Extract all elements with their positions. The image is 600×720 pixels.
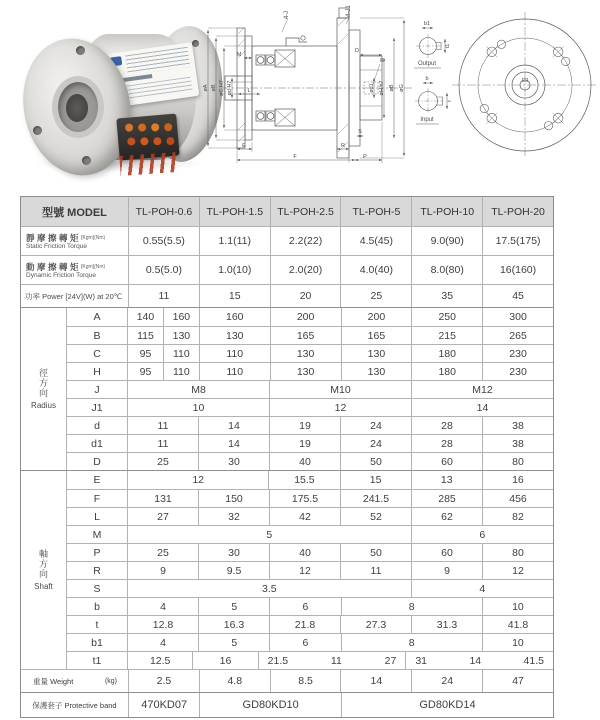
shaft-group-label bbox=[21, 471, 67, 669]
dim-value-part: 21.5 bbox=[267, 654, 289, 667]
dim-symbol: b1 bbox=[67, 634, 128, 651]
dim-value: 40 bbox=[269, 544, 340, 561]
dim-value: 95 bbox=[139, 365, 152, 378]
dim-row-J bbox=[67, 380, 553, 398]
dim-row-F bbox=[67, 489, 553, 507]
dim-row-R bbox=[67, 561, 553, 579]
weight-value: 47 bbox=[482, 670, 553, 692]
dim-values bbox=[128, 544, 553, 561]
bolt-hole bbox=[192, 40, 199, 47]
dim-symbol: J1 bbox=[67, 399, 128, 416]
dim-value: 160 bbox=[163, 308, 199, 326]
dim-value-part: 11 bbox=[330, 654, 342, 667]
dim-value: 8 bbox=[341, 634, 482, 651]
dim-value: 230 bbox=[482, 345, 553, 362]
dim-value: 285 bbox=[411, 490, 482, 507]
dim-value: 12 bbox=[269, 562, 340, 579]
dim-symbol: H bbox=[67, 363, 128, 380]
end-view bbox=[452, 12, 598, 158]
dim-value: 11 bbox=[157, 419, 169, 432]
dim-value: 13 bbox=[411, 471, 482, 489]
dim-value: 16 bbox=[192, 652, 257, 669]
dim-label-p: P bbox=[363, 154, 367, 160]
dim-values bbox=[128, 580, 553, 597]
dynamic-torque-label bbox=[21, 256, 129, 284]
torque-value: 0.5(5.0) bbox=[145, 264, 182, 276]
dim-value: 38 bbox=[482, 417, 553, 434]
dim-symbol: b bbox=[67, 598, 128, 615]
static-torque-row bbox=[21, 226, 553, 255]
label-unit: [Kgm](Nm) bbox=[81, 263, 106, 270]
dim-value: 10 bbox=[482, 598, 553, 615]
dim-value: 241.5 bbox=[340, 490, 411, 507]
dim-symbol: d1 bbox=[67, 435, 128, 452]
label-en: Static Friction Torque bbox=[26, 242, 87, 250]
power-value: 20 bbox=[270, 285, 341, 307]
weight-value: 4.8 bbox=[199, 670, 270, 692]
weight-value: 14 bbox=[340, 670, 411, 692]
dim-value: 16.3 bbox=[198, 616, 269, 633]
dim-label-k: K bbox=[380, 58, 384, 64]
dim-value: 41.8 bbox=[482, 616, 553, 633]
dim-value: 30 bbox=[198, 544, 269, 561]
group-zh-char: 方 bbox=[38, 378, 48, 388]
dim-values bbox=[128, 562, 553, 579]
dim-symbol: L bbox=[67, 508, 128, 525]
dim-value: 165 bbox=[270, 327, 341, 344]
output-detail-title: Output bbox=[417, 61, 437, 67]
power-value: 11 bbox=[158, 290, 170, 302]
dim-values bbox=[128, 652, 553, 669]
label-unit: [Kgm](Nm) bbox=[81, 234, 106, 241]
dim-value: 12 bbox=[482, 562, 553, 579]
dim-value: 6 bbox=[269, 598, 340, 615]
dim-value: 40 bbox=[269, 453, 340, 470]
dim-value: 42 bbox=[269, 508, 340, 525]
terminal-screws bbox=[125, 123, 134, 132]
shaft-dimension-rows bbox=[67, 471, 553, 669]
dim-symbol: B bbox=[67, 327, 128, 344]
input-detail-title: Input bbox=[420, 117, 434, 123]
static-torque-values bbox=[129, 227, 553, 255]
dim-value: 50 bbox=[340, 453, 411, 470]
dim-value: 25 bbox=[157, 546, 169, 559]
model-name: TL-POH-1.5 bbox=[199, 197, 270, 226]
dim-value: 4 bbox=[411, 580, 553, 597]
dim-value: 150 bbox=[198, 490, 269, 507]
label-unit: (kg) bbox=[104, 677, 117, 685]
dim-value: 5 bbox=[198, 598, 269, 615]
dim-value: 15 bbox=[340, 471, 411, 489]
dim-value: 31.3 bbox=[411, 616, 482, 633]
technical-drawings bbox=[200, 0, 600, 192]
dim-value: 115 bbox=[137, 329, 154, 342]
model-name: TL-POH-20 bbox=[482, 197, 553, 226]
dia-label: ød1 bbox=[369, 83, 375, 93]
power-values bbox=[129, 285, 553, 307]
dim-value: 38 bbox=[482, 435, 553, 452]
dia-label: øB bbox=[211, 84, 217, 92]
dim-values bbox=[128, 471, 553, 489]
dim-row-B bbox=[67, 326, 553, 344]
dim-value: 12 bbox=[269, 399, 411, 416]
dim-value: 130 bbox=[199, 327, 270, 344]
dim-value: 10 bbox=[482, 634, 553, 651]
dim-row-H bbox=[67, 362, 553, 380]
dim-value: 80 bbox=[482, 544, 553, 561]
label-zh: 重量 Weight bbox=[33, 676, 74, 686]
dim-value: 14 bbox=[411, 399, 553, 416]
protective-band-values bbox=[129, 693, 553, 717]
dim-value: 180 bbox=[411, 363, 482, 380]
dim-value: 28 bbox=[411, 417, 482, 434]
protective-band-row bbox=[21, 692, 553, 717]
group-zh-char: 軸 bbox=[38, 549, 48, 559]
dim-value: 130 bbox=[341, 345, 412, 362]
dim-value: 456 bbox=[482, 490, 553, 507]
dim-row-M bbox=[67, 525, 553, 543]
dim-value: 50 bbox=[340, 544, 411, 561]
lead-wires bbox=[119, 152, 176, 176]
dim-value: 52 bbox=[340, 508, 411, 525]
dim-value: 12.5 bbox=[149, 654, 171, 667]
dim-value: 30 bbox=[198, 453, 269, 470]
dim-values bbox=[128, 616, 553, 633]
keyway-width-label: b1 bbox=[423, 21, 431, 27]
dia-label: ød H7 bbox=[227, 80, 233, 96]
dim-symbol: t1 bbox=[67, 652, 128, 669]
dia-label: øH h7 bbox=[379, 80, 385, 96]
dim-label-l: L bbox=[247, 88, 251, 94]
dim-value: 24 bbox=[340, 435, 411, 452]
dim-value: 16 bbox=[482, 471, 553, 489]
group-zh-char: 向 bbox=[38, 388, 48, 398]
dim-value: 200 bbox=[341, 308, 412, 326]
dim-value: 175.5 bbox=[269, 490, 340, 507]
dim-values bbox=[128, 399, 553, 416]
torque-value: 4.0(40) bbox=[340, 256, 411, 284]
dim-value: 19 bbox=[269, 435, 340, 452]
radius-group bbox=[21, 307, 553, 470]
dim-value: 27.3 bbox=[340, 616, 411, 633]
power-value: 45 bbox=[482, 285, 553, 307]
dim-value: 12 bbox=[192, 474, 204, 486]
shaft-group bbox=[21, 470, 553, 669]
dia-label: øA bbox=[203, 84, 209, 92]
model-name: TL-POH-5 bbox=[340, 197, 411, 226]
dim-value: 265 bbox=[482, 327, 553, 344]
torque-value: 4.5(45) bbox=[340, 227, 411, 255]
dim-value: 110 bbox=[163, 345, 199, 362]
dim-value: 9.5 bbox=[198, 562, 269, 579]
dim-value: 11 bbox=[340, 562, 411, 579]
dim-value: 4 bbox=[160, 600, 166, 613]
group-zh-char: 徑 bbox=[38, 368, 48, 378]
model-name: TL-POH-10 bbox=[411, 197, 482, 226]
group-en-label: Shaft bbox=[34, 582, 53, 591]
dim-value: 4 bbox=[160, 636, 166, 649]
dim-value: M10 bbox=[269, 381, 411, 398]
power-label: 功率 Power [24V](W) at 20℃ bbox=[21, 285, 129, 307]
model-name: TL-POH-2.5 bbox=[270, 197, 341, 226]
weight-value: 8.5 bbox=[270, 670, 341, 692]
dim-values bbox=[128, 345, 553, 362]
dynamic-torque-row bbox=[21, 255, 553, 284]
dim-values bbox=[128, 490, 553, 507]
radius-dimension-rows bbox=[67, 308, 553, 470]
dim-symbol: S bbox=[67, 580, 128, 597]
dim-label-s: S bbox=[358, 129, 362, 135]
dim-row-b bbox=[67, 597, 553, 615]
dim-values bbox=[128, 508, 553, 525]
torque-value: 2.2(22) bbox=[270, 227, 341, 255]
dim-value: 250 bbox=[411, 308, 482, 326]
dim-symbol: t bbox=[67, 616, 128, 633]
dim-value: 12.8 bbox=[152, 618, 174, 631]
protective-value: GD80KD14 bbox=[341, 693, 553, 717]
dim-value: 5 bbox=[266, 528, 273, 541]
dim-value: 6 bbox=[411, 526, 553, 543]
group-zh-char: 向 bbox=[38, 569, 48, 579]
power-value: 35 bbox=[411, 285, 482, 307]
dim-value: 60 bbox=[411, 453, 482, 470]
model-name-cells bbox=[129, 197, 553, 226]
dim-value: 8 bbox=[341, 598, 482, 615]
weight-value: 24 bbox=[411, 670, 482, 692]
dim-row-t bbox=[67, 615, 553, 633]
dim-value: 300 bbox=[482, 308, 553, 326]
torque-value: 8.0(80) bbox=[411, 256, 482, 284]
dia-label: øB bbox=[389, 84, 395, 92]
dim-symbol: F bbox=[67, 490, 128, 507]
label-en: Dynamic Friction Torque bbox=[26, 271, 96, 279]
dim-value: 19 bbox=[269, 417, 340, 434]
keyway-depth-label: t bbox=[447, 100, 453, 102]
dim-value: 25 bbox=[157, 455, 169, 468]
bolt-hole bbox=[76, 46, 85, 55]
dim-value: 215 bbox=[411, 327, 482, 344]
dim-value: 3.5 bbox=[262, 582, 277, 595]
dim-value: 9 bbox=[160, 564, 166, 577]
dim-row-d1 bbox=[67, 434, 553, 452]
dim-value-part: 27 bbox=[384, 654, 397, 667]
power-value: 15 bbox=[199, 285, 270, 307]
dim-symbol: d bbox=[67, 417, 128, 434]
dim-row-t1 bbox=[67, 651, 553, 669]
dim-row-A bbox=[67, 308, 553, 326]
bolt-hole bbox=[82, 156, 91, 165]
dim-value: M12 bbox=[411, 381, 553, 398]
section-view bbox=[222, 8, 414, 158]
dim-value: 11 bbox=[157, 437, 169, 450]
group-en-label: Radius bbox=[31, 401, 56, 410]
dim-value: 15.5 bbox=[268, 471, 339, 489]
protective-value: 470KD07 bbox=[141, 699, 188, 711]
dim-value bbox=[258, 652, 406, 669]
dim-values bbox=[128, 381, 553, 398]
protective-value: GD80KD10 bbox=[199, 693, 341, 717]
dim-values bbox=[128, 598, 553, 615]
dim-value-part: 31 bbox=[415, 654, 428, 667]
group-zh-char: 方 bbox=[38, 559, 48, 569]
power-value: 25 bbox=[340, 285, 411, 307]
dim-values bbox=[128, 453, 553, 470]
table-header-row bbox=[21, 197, 553, 226]
dim-values bbox=[128, 363, 553, 380]
dim-value-part: 41.5 bbox=[523, 654, 544, 667]
dim-value: 14 bbox=[198, 435, 269, 452]
dim-value: M8 bbox=[191, 383, 206, 396]
dim-row-b1 bbox=[67, 633, 553, 651]
dim-symbol: E bbox=[67, 471, 128, 489]
dim-label-r: R bbox=[341, 143, 345, 149]
label-zh: 動摩擦轉矩 bbox=[26, 261, 82, 272]
dim-row-P bbox=[67, 543, 553, 561]
torque-value: 9.0(90) bbox=[411, 227, 482, 255]
dim-value: 130 bbox=[163, 327, 199, 344]
torque-value: 2.0(20) bbox=[270, 256, 341, 284]
dynamic-torque-values bbox=[129, 256, 553, 284]
dim-value: 230 bbox=[482, 363, 553, 380]
dim-symbol: M bbox=[67, 526, 128, 543]
dim-values bbox=[128, 327, 553, 344]
dim-row-L bbox=[67, 507, 553, 525]
product-photo bbox=[20, 14, 215, 176]
model-header-cell: 型號 MODEL bbox=[21, 197, 129, 226]
dim-value: 80 bbox=[482, 453, 553, 470]
dim-value: 130 bbox=[270, 363, 341, 380]
weight-value: 2.5 bbox=[156, 675, 172, 687]
dim-value: 62 bbox=[411, 508, 482, 525]
dim-symbol: P bbox=[67, 544, 128, 561]
dim-value: 140 bbox=[136, 311, 155, 323]
dim-value-part: 14 bbox=[469, 654, 482, 667]
weight-values bbox=[129, 670, 553, 692]
dim-value: 200 bbox=[270, 308, 341, 326]
protective-band-label: 保護套子 Protective band bbox=[21, 693, 129, 717]
dim-value: 110 bbox=[199, 363, 270, 380]
torque-value: 1.1(11) bbox=[199, 227, 270, 255]
dia-label: øC H7 bbox=[219, 80, 225, 96]
shaft-bore bbox=[66, 94, 88, 122]
dim-row-C bbox=[67, 344, 553, 362]
dim-row-S bbox=[67, 579, 553, 597]
dim-symbol: J bbox=[67, 381, 128, 398]
drawing-svg bbox=[200, 0, 600, 192]
dim-values bbox=[128, 308, 553, 326]
dim-symbol: A bbox=[67, 308, 128, 326]
dim-label-d: D bbox=[355, 48, 359, 54]
label-zh: 靜摩擦轉矩 bbox=[26, 232, 82, 243]
dim-row-E bbox=[67, 471, 553, 489]
dim-symbol: D bbox=[67, 453, 128, 470]
dim-value: 24 bbox=[340, 417, 411, 434]
dim-value: 32 bbox=[198, 508, 269, 525]
dim-value: 82 bbox=[482, 508, 553, 525]
dim-value: 180 bbox=[411, 345, 482, 362]
dim-values bbox=[128, 435, 553, 452]
torque-value: 1.0(10) bbox=[199, 256, 270, 284]
torque-value: 17.5(175) bbox=[482, 227, 553, 255]
bolt-spec-label: 4-J bbox=[284, 10, 290, 20]
dim-value: 165 bbox=[341, 327, 412, 344]
spec-table bbox=[20, 196, 554, 718]
dim-values bbox=[128, 634, 553, 651]
dia-label: øG bbox=[399, 84, 405, 92]
dim-symbol: C bbox=[67, 345, 128, 362]
dim-value: 60 bbox=[411, 544, 482, 561]
dim-value: 27 bbox=[157, 510, 169, 523]
model-name: TL-POH-0.6 bbox=[135, 205, 193, 218]
dim-value: 130 bbox=[341, 363, 412, 380]
dim-row-J1 bbox=[67, 398, 553, 416]
static-torque-label bbox=[21, 227, 129, 255]
weight-label bbox=[21, 670, 129, 692]
dim-value: 21.8 bbox=[269, 616, 340, 633]
dim-value: 130 bbox=[270, 345, 341, 362]
dim-values bbox=[128, 417, 553, 434]
dim-label-m: M bbox=[236, 52, 242, 58]
dim-value: 14 bbox=[198, 417, 269, 434]
keyway-width-label: b bbox=[425, 76, 429, 82]
power-row bbox=[21, 284, 553, 307]
dim-symbol: R bbox=[67, 562, 128, 579]
torque-value: 16(160) bbox=[482, 256, 553, 284]
keyway-depth-label: t1 bbox=[445, 43, 451, 49]
dim-value bbox=[405, 652, 553, 669]
dim-value: 160 bbox=[199, 308, 270, 326]
nameplate-text-lines bbox=[125, 47, 190, 76]
bolt-hole bbox=[33, 126, 42, 135]
dim-value: 131 bbox=[154, 492, 172, 505]
bolt-spec-label: 4-J1 bbox=[346, 5, 352, 17]
weight-row bbox=[21, 669, 553, 692]
dim-label-f: F bbox=[293, 154, 297, 160]
dim-value: 5 bbox=[198, 634, 269, 651]
torque-value: 0.55(5.5) bbox=[142, 235, 185, 247]
radius-group-label bbox=[21, 308, 67, 470]
dim-value: 9 bbox=[411, 562, 482, 579]
dim-row-d bbox=[67, 416, 553, 434]
dim-value: 28 bbox=[411, 435, 482, 452]
dim-value: 10 bbox=[192, 401, 205, 414]
dim-value: 6 bbox=[269, 634, 340, 651]
dim-value: 110 bbox=[199, 345, 270, 362]
dim-value: 95 bbox=[139, 347, 152, 360]
dim-row-D bbox=[67, 452, 553, 470]
dim-values bbox=[128, 526, 553, 543]
dim-label-e: E bbox=[242, 143, 246, 149]
dim-value: 110 bbox=[163, 363, 199, 380]
